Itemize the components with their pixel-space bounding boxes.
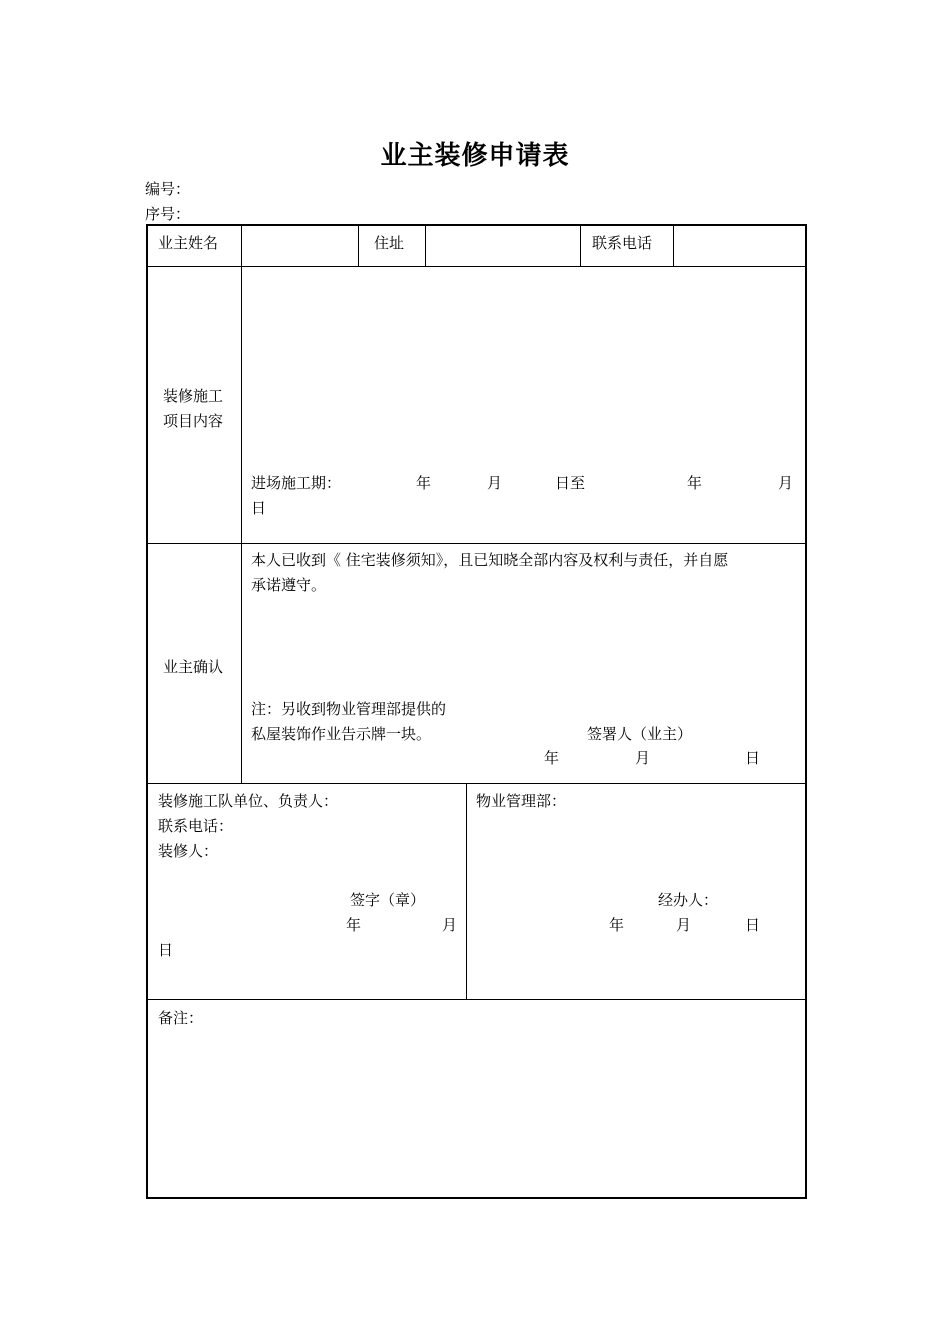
contractor-year: 年: [346, 916, 362, 934]
property-month: 月: [676, 916, 692, 934]
remarks-field[interactable]: [158, 1032, 794, 1190]
phone-field[interactable]: [675, 228, 803, 264]
owner-name-field[interactable]: [243, 228, 356, 264]
owner-signer-label: 签署人（业主）: [587, 725, 693, 743]
confirm-statement-line2: 承诺遵守。: [251, 576, 327, 594]
owner-confirm-label: 业主确认: [163, 658, 224, 676]
confirm-year: 年: [544, 749, 560, 767]
property-management-label: 物业管理部：: [476, 792, 567, 810]
column-divider: [425, 226, 426, 266]
column-divider: [358, 226, 359, 266]
contractor-month: 月: [442, 916, 458, 934]
owner-name-label: 业主姓名: [158, 234, 219, 252]
address-field[interactable]: [427, 228, 578, 264]
row-divider: [148, 783, 805, 784]
project-label-line1: 装修施工: [163, 387, 224, 405]
confirm-statement-line1: 本人已收到《 住宅装修须知》，且已知晓全部内容及权利与责任，并自愿: [251, 551, 729, 569]
period-start-day-to: 日至: [555, 474, 586, 492]
property-year: 年: [609, 916, 625, 934]
confirm-month: 月: [635, 749, 651, 767]
confirm-note-line2: 私屋装饰作业告示牌一块。: [251, 725, 432, 743]
phone-label: 联系电话: [592, 234, 653, 252]
row-divider: [148, 543, 805, 544]
project-content-field[interactable]: [244, 270, 800, 460]
contractor-phone-label: 联系电话：: [158, 817, 234, 835]
column-divider: [466, 783, 467, 999]
construction-period-label: 进场施工期：: [251, 474, 342, 492]
period-end-year: 年: [687, 474, 703, 492]
decorator-label: 装修人：: [158, 842, 219, 860]
property-handler-label: 经办人：: [658, 891, 719, 909]
column-divider: [673, 226, 674, 266]
contractor-sign-label: 签字（章）: [350, 891, 426, 909]
contractor-unit-label: 装修施工队单位、负责人：: [158, 792, 339, 810]
confirm-note-line1: 注：另收到物业管理部提供的: [251, 700, 447, 718]
project-label-line2: 项目内容: [163, 412, 224, 430]
application-form-table: [146, 224, 807, 1199]
form-title: 业主装修申请表: [380, 141, 570, 171]
row-divider: [148, 999, 805, 1000]
contractor-day: 日: [158, 941, 174, 959]
property-day: 日: [745, 916, 761, 934]
period-start-month: 月: [487, 474, 503, 492]
owner-signature-field[interactable]: [708, 721, 798, 743]
confirm-day: 日: [745, 749, 761, 767]
period-end-day: 日: [251, 499, 267, 517]
row-divider: [148, 266, 805, 267]
address-label: 住址: [374, 234, 405, 252]
period-end-month: 月: [778, 474, 794, 492]
serial-number-label: 编号：: [145, 180, 191, 198]
column-divider: [241, 226, 242, 783]
sequence-number-label: 序号：: [145, 205, 191, 223]
column-divider: [580, 226, 581, 266]
period-start-year: 年: [416, 474, 432, 492]
remarks-label: 备注：: [158, 1009, 204, 1027]
